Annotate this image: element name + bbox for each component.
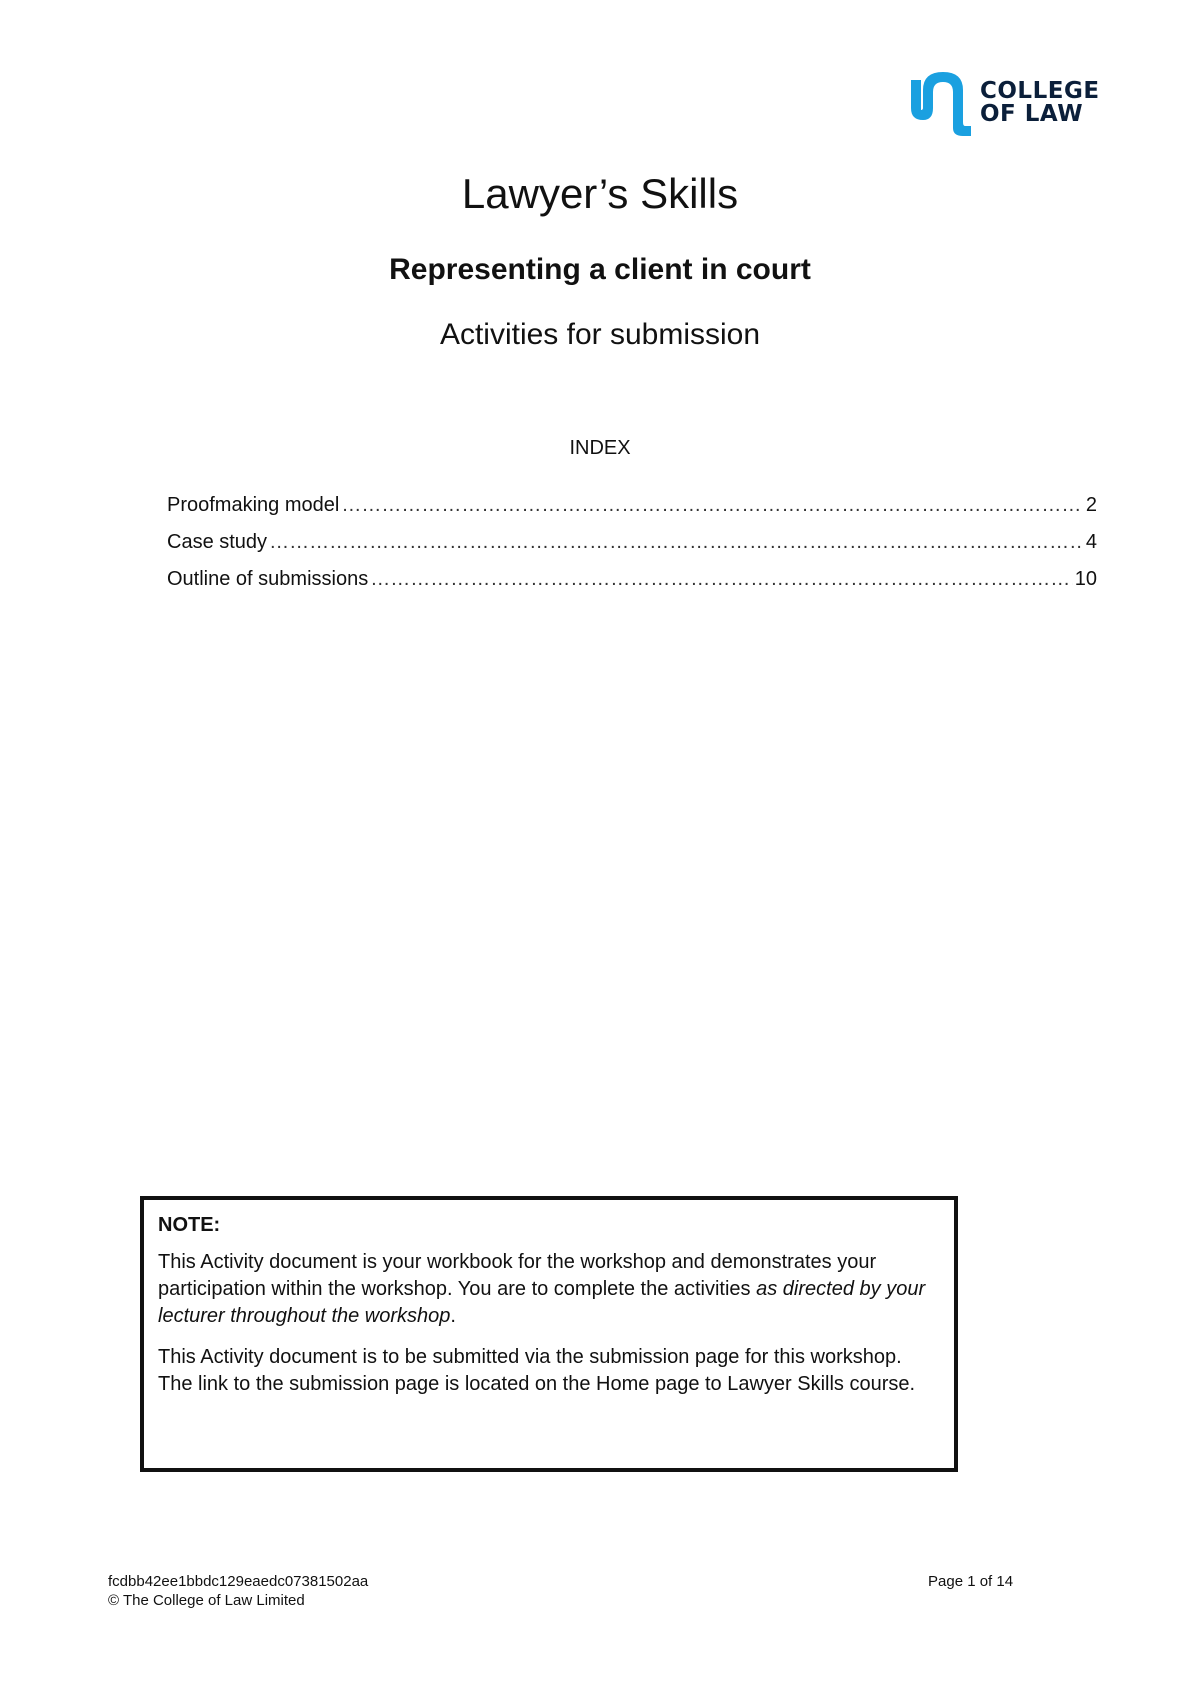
toc-leader-dots xyxy=(370,568,1073,591)
note-title: NOTE: xyxy=(158,1214,221,1236)
note-paragraph-1-end: . xyxy=(450,1305,456,1327)
toc-item[interactable] xyxy=(167,480,1097,517)
college-logo-icon xyxy=(905,70,975,140)
document-subtitle-secondary: Activities for submission xyxy=(439,318,761,351)
toc-item-page: 10 xyxy=(1074,568,1097,590)
document-subtitle: Representing a client in court xyxy=(389,253,811,286)
footer-copyright: © The College of Law Limited xyxy=(108,1592,305,1609)
footer-left xyxy=(108,1572,368,1610)
logo-mark-shape xyxy=(911,72,971,136)
note-paragraph-1-text: This Activity document is your workbook for the workshop and demonstrates your participation within the workshop. You are to complete the activities xyxy=(158,1251,877,1300)
toc-item-label: Outline of submissions xyxy=(167,568,369,590)
note-paragraph-1 xyxy=(158,1249,940,1330)
toc-leader-dots xyxy=(341,494,1084,517)
toc-item[interactable] xyxy=(167,517,1097,554)
toc-item-label: Case study xyxy=(167,531,268,553)
logo-line-1: COLLEGE xyxy=(980,78,1100,104)
toc-item-label: Proofmaking model xyxy=(167,494,340,516)
logo-line-2: OF LAW xyxy=(980,101,1084,127)
note-box xyxy=(140,1196,958,1472)
toc-item-page: 2 xyxy=(1085,494,1097,516)
toc-leader-dots xyxy=(269,531,1084,554)
index-heading: INDEX xyxy=(569,437,631,459)
table-of-contents xyxy=(167,480,1097,591)
note-paragraph-1-emphasis: as directed by your lecturer throughout the workshop xyxy=(158,1278,926,1327)
college-of-law-logo xyxy=(905,70,1105,140)
document-title: Lawyer’s Skills xyxy=(461,170,739,217)
logo-wordmark xyxy=(980,80,1100,126)
footer-document-id: fcdbb42ee1bbdc129eaedc07381502aa xyxy=(108,1573,369,1590)
toc-item[interactable] xyxy=(167,554,1097,591)
toc-item-page: 4 xyxy=(1085,531,1097,553)
footer-page-number: Page 1 of 14 xyxy=(928,1573,1014,1590)
note-paragraph-2: This Activity document is to be submitted via the submission page for this workshop. The link to the submission page is located on the Home page to Lawyer Skills course. xyxy=(158,1346,916,1395)
